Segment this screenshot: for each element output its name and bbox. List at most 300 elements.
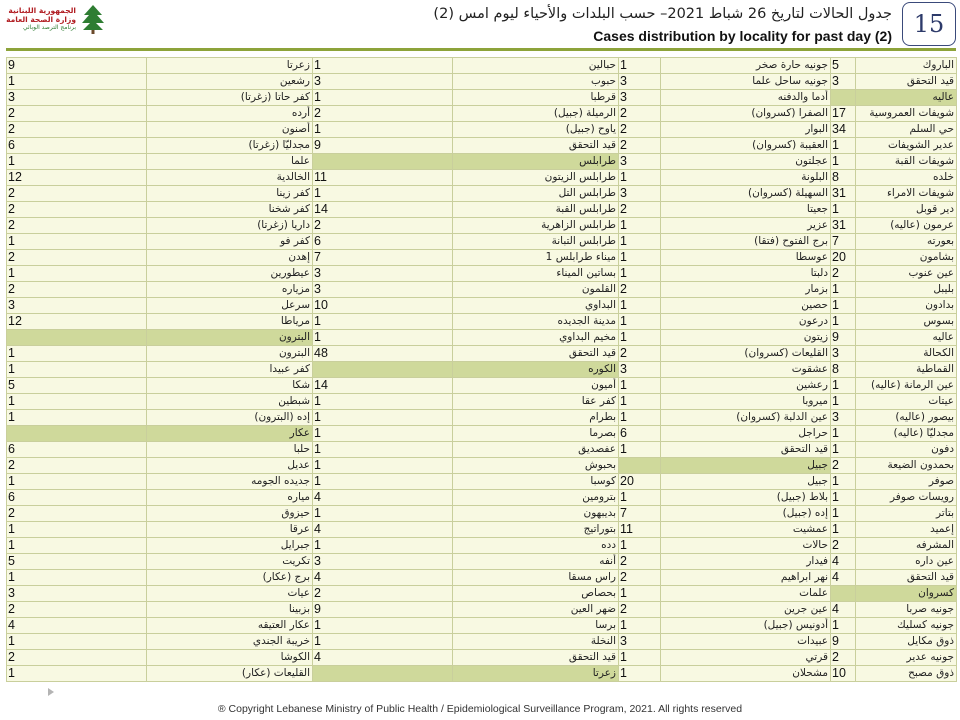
district-header-cell: زعرتا [453, 666, 619, 682]
case-count-cell: 3 [7, 90, 147, 106]
district-header-cell: كسروان [856, 586, 957, 602]
case-count-cell [831, 586, 856, 602]
table-row [7, 186, 957, 202]
table-row [7, 506, 957, 522]
locality-name-cell: شويفات العمروسية [856, 106, 957, 122]
table-row [7, 490, 957, 506]
case-count-cell: 34 [831, 122, 856, 138]
table-row [7, 394, 957, 410]
case-count-cell: 1 [831, 474, 856, 490]
case-count-cell: 12 [7, 314, 147, 330]
case-count-cell: 5 [831, 58, 856, 74]
case-count-cell: 31 [831, 218, 856, 234]
locality-name-cell: بحصاص [453, 586, 619, 602]
case-count-cell: 9 [313, 138, 453, 154]
locality-name-cell: أدما والدفنه [661, 90, 831, 106]
logo-line-1: الجمهورية اللبنانية [8, 6, 76, 15]
case-count-cell: 1 [619, 618, 661, 634]
locality-name-cell: عيتات [856, 394, 957, 410]
locality-name-cell: قرتي [661, 650, 831, 666]
case-count-cell: 6 [313, 234, 453, 250]
table-row [7, 522, 957, 538]
table-row [7, 154, 957, 170]
locality-name-cell: عوسطا [661, 250, 831, 266]
locality-name-cell: بديبهون [453, 506, 619, 522]
table-row [7, 586, 957, 602]
case-count-cell: 7 [619, 506, 661, 522]
locality-name-cell: طرابلس الزيتون [453, 170, 619, 186]
locality-name-cell: دده [453, 538, 619, 554]
table-row [7, 314, 957, 330]
locality-name-cell: رويسات صوفر [856, 490, 957, 506]
case-count-cell: 1 [831, 138, 856, 154]
locality-name-cell: عدير الشويفات [856, 138, 957, 154]
case-count-cell: 1 [7, 346, 147, 362]
case-count-cell: 1 [313, 314, 453, 330]
case-count-cell: 1 [7, 570, 147, 586]
case-count-cell: 7 [831, 234, 856, 250]
table-row [7, 298, 957, 314]
case-count-cell: 1 [313, 122, 453, 138]
locality-name-cell: ذوق مكايل [856, 634, 957, 650]
cases-distribution-table [6, 57, 957, 682]
case-count-cell: 1 [831, 394, 856, 410]
case-count-cell: 1 [7, 394, 147, 410]
case-count-cell: 6 [7, 138, 147, 154]
locality-name-cell: شويفات القبة [856, 154, 957, 170]
case-count-cell: 1 [831, 314, 856, 330]
case-count-cell: 1 [831, 490, 856, 506]
locality-name-cell: المشرفه [856, 538, 957, 554]
case-count-cell: 1 [7, 522, 147, 538]
locality-name-cell: قيد التحقق [856, 74, 957, 90]
locality-name-cell: بساتين الميناء [453, 266, 619, 282]
table-row [7, 618, 957, 634]
case-count-cell: 9 [7, 58, 147, 74]
case-count-cell: 1 [7, 266, 147, 282]
case-count-cell: 2 [313, 218, 453, 234]
case-count-cell: 1 [313, 90, 453, 106]
locality-name-cell: شكا [147, 378, 313, 394]
case-count-cell: 1 [831, 442, 856, 458]
locality-name-cell: كفر عقا [453, 394, 619, 410]
locality-name-cell: عيطورين [147, 266, 313, 282]
locality-name-cell: ياوح (جبيل) [453, 122, 619, 138]
locality-name-cell: بحمدون الضيعة [856, 458, 957, 474]
case-count-cell: 2 [7, 458, 147, 474]
case-count-cell: 1 [619, 538, 661, 554]
case-count-cell: 1 [619, 234, 661, 250]
locality-name-cell: قيد التحقق [453, 346, 619, 362]
case-count-cell: 1 [831, 506, 856, 522]
locality-name-cell: علما [147, 154, 313, 170]
locality-name-cell: عبيدات [661, 634, 831, 650]
case-count-cell: 1 [831, 202, 856, 218]
case-count-cell: 1 [7, 538, 147, 554]
case-count-cell: 1 [7, 74, 147, 90]
locality-name-cell: سرعل [147, 298, 313, 314]
locality-name-cell: إعميد [856, 522, 957, 538]
case-count-cell: 2 [619, 570, 661, 586]
locality-name-cell: بسوس [856, 314, 957, 330]
locality-name-cell: جونيه كسليك [856, 618, 957, 634]
locality-name-cell: أصنون [147, 122, 313, 138]
case-count-cell: 8 [831, 170, 856, 186]
case-count-cell: 3 [7, 298, 147, 314]
locality-name-cell: إده (البترون) [147, 410, 313, 426]
locality-name-cell: داريا (زغرتا) [147, 218, 313, 234]
locality-name-cell: خريبة الجندي [147, 634, 313, 650]
locality-name-cell: جعيتا [661, 202, 831, 218]
case-count-cell: 3 [831, 74, 856, 90]
table-row [7, 346, 957, 362]
locality-name-cell: بعورته [856, 234, 957, 250]
case-count-cell: 3 [619, 90, 661, 106]
case-count-cell: 1 [7, 410, 147, 426]
case-count-cell: 3 [313, 266, 453, 282]
case-count-cell [313, 666, 453, 682]
locality-name-cell: بيصور (عاليه) [856, 410, 957, 426]
case-count-cell: 3 [831, 410, 856, 426]
case-count-cell: 1 [619, 442, 661, 458]
locality-name-cell: أدونيس (جبيل) [661, 618, 831, 634]
district-header-cell: الكوره [453, 362, 619, 378]
locality-name-cell: الخالدية [147, 170, 313, 186]
case-count-cell: 3 [313, 74, 453, 90]
case-count-cell: 48 [313, 346, 453, 362]
table-row [7, 122, 957, 138]
case-count-cell: 1 [831, 618, 856, 634]
header-divider [6, 48, 956, 51]
case-count-cell: 1 [313, 186, 453, 202]
case-count-cell: 1 [313, 634, 453, 650]
locality-name-cell: مزياره [147, 282, 313, 298]
locality-name-cell: عرقا [147, 522, 313, 538]
case-count-cell [7, 426, 147, 442]
locality-name-cell: قيد التحقق [453, 650, 619, 666]
locality-name-cell: عمشيت [661, 522, 831, 538]
case-count-cell: 1 [7, 154, 147, 170]
locality-name-cell: حبالين [453, 58, 619, 74]
table-row [7, 58, 957, 74]
table-row [7, 602, 957, 618]
footer-triangle-marker [48, 688, 54, 696]
locality-name-cell: كوسبا [453, 474, 619, 490]
locality-name-cell: القليعات (كسروان) [661, 346, 831, 362]
locality-name-cell: جديده الجومه [147, 474, 313, 490]
locality-name-cell: راس مسقا [453, 570, 619, 586]
district-header-cell: جبيل [661, 458, 831, 474]
case-count-cell: 2 [7, 650, 147, 666]
case-count-cell: 6 [7, 442, 147, 458]
case-count-cell: 1 [831, 282, 856, 298]
locality-name-cell: عكار العتيقه [147, 618, 313, 634]
case-count-cell: 20 [831, 250, 856, 266]
table-row [7, 202, 957, 218]
case-count-cell: 9 [313, 602, 453, 618]
locality-name-cell: البوار [661, 122, 831, 138]
page-title-english: Cases distribution by locality for past day (2) [593, 28, 892, 44]
case-count-cell: 1 [313, 426, 453, 442]
ministry-logo [4, 4, 108, 34]
case-count-cell: 2 [619, 106, 661, 122]
locality-name-cell: خلده [856, 170, 957, 186]
case-count-cell: 4 [313, 490, 453, 506]
locality-name-cell: دير قوبل [856, 202, 957, 218]
district-header-cell: طرابلس [453, 154, 619, 170]
locality-name-cell: القليعات (عكار) [147, 666, 313, 682]
case-count-cell: 2 [619, 138, 661, 154]
locality-name-cell: ميروبا [661, 394, 831, 410]
case-count-cell: 1 [7, 634, 147, 650]
locality-name-cell: بليبل [856, 282, 957, 298]
locality-name-cell: إده (جبيل) [661, 506, 831, 522]
case-count-cell: 2 [831, 458, 856, 474]
case-count-cell: 9 [831, 634, 856, 650]
locality-name-cell: قيد التحقق [661, 442, 831, 458]
case-count-cell: 2 [7, 250, 147, 266]
locality-name-cell: أميون [453, 378, 619, 394]
locality-name-cell: عرمون (عاليه) [856, 218, 957, 234]
locality-name-cell: حيزوق [147, 506, 313, 522]
locality-name-cell: عين الرمانة (عاليه) [856, 378, 957, 394]
locality-name-cell: عشقوت [661, 362, 831, 378]
table-row [7, 234, 957, 250]
table-row [7, 218, 957, 234]
table-row [7, 330, 957, 346]
locality-name-cell: الكوشا [147, 650, 313, 666]
case-count-cell: 2 [7, 282, 147, 298]
case-count-cell: 4 [313, 650, 453, 666]
table-row [7, 474, 957, 490]
locality-name-cell: ذوق مصبح [856, 666, 957, 682]
locality-name-cell: برج (عكار) [147, 570, 313, 586]
table-row [7, 170, 957, 186]
case-count-cell: 2 [619, 282, 661, 298]
case-count-cell: 1 [831, 378, 856, 394]
case-count-cell [313, 154, 453, 170]
case-count-cell: 14 [313, 202, 453, 218]
case-count-cell: 1 [619, 58, 661, 74]
locality-name-cell: جونيه حارة صخر [661, 58, 831, 74]
case-count-cell: 1 [313, 330, 453, 346]
case-count-cell: 4 [313, 522, 453, 538]
locality-name-cell: مشحلان [661, 666, 831, 682]
locality-name-cell: مجدليّا (عاليه) [856, 426, 957, 442]
locality-name-cell: بشامون [856, 250, 957, 266]
locality-name-cell: رشعين [147, 74, 313, 90]
case-count-cell: 1 [313, 618, 453, 634]
locality-name-cell: عين داره [856, 554, 957, 570]
locality-name-cell: عفصديق [453, 442, 619, 458]
case-count-cell: 17 [831, 106, 856, 122]
district-header-cell: عاليه [856, 90, 957, 106]
locality-name-cell: البترون [147, 346, 313, 362]
locality-name-cell: كفر عبيدا [147, 362, 313, 378]
case-count-cell: 3 [831, 346, 856, 362]
locality-name-cell: بزبينا [147, 602, 313, 618]
table-row [7, 426, 957, 442]
case-count-cell: 1 [831, 522, 856, 538]
locality-name-cell: رعشين [661, 378, 831, 394]
locality-name-cell: كفر شخنا [147, 202, 313, 218]
locality-name-cell: أنفه [453, 554, 619, 570]
locality-name-cell: حلبا [147, 442, 313, 458]
locality-name-cell: طرابلس القبة [453, 202, 619, 218]
case-count-cell: 1 [619, 218, 661, 234]
case-count-cell: 6 [7, 490, 147, 506]
locality-name-cell: الباروك [856, 58, 957, 74]
locality-name-cell: نهر ابراهيم [661, 570, 831, 586]
table-row [7, 650, 957, 666]
locality-name-cell: مجدليّا (زغرتا) [147, 138, 313, 154]
locality-name-cell: طرابلس التبانة [453, 234, 619, 250]
case-count-cell: 2 [7, 506, 147, 522]
locality-name-cell: عاليه [856, 330, 957, 346]
locality-name-cell: شبطين [147, 394, 313, 410]
case-count-cell: 1 [619, 666, 661, 682]
case-count-cell: 1 [831, 426, 856, 442]
locality-name-cell: عجلتون [661, 154, 831, 170]
logo-line-2: وزارة الصحة العامة [6, 15, 76, 24]
case-count-cell: 1 [619, 394, 661, 410]
case-count-cell: 2 [619, 602, 661, 618]
case-count-cell: 2 [831, 266, 856, 282]
district-header-cell: عكار [147, 426, 313, 442]
locality-name-cell: شويفات الامراء [856, 186, 957, 202]
locality-name-cell: دلبتا [661, 266, 831, 282]
locality-name-cell: برسا [453, 618, 619, 634]
locality-name-cell: قيد التحقق [453, 138, 619, 154]
table-row [7, 666, 957, 682]
locality-name-cell: القماطية [856, 362, 957, 378]
case-count-cell: 1 [313, 58, 453, 74]
table-row [7, 138, 957, 154]
case-count-cell: 2 [7, 122, 147, 138]
table-row [7, 554, 957, 570]
locality-name-cell: النخلة [453, 634, 619, 650]
case-count-cell: 3 [619, 362, 661, 378]
table-row [7, 378, 957, 394]
case-count-cell: 4 [831, 570, 856, 586]
case-count-cell: 1 [619, 378, 661, 394]
locality-name-cell: البداوي [453, 298, 619, 314]
case-count-cell: 3 [619, 634, 661, 650]
case-count-cell: 31 [831, 186, 856, 202]
locality-name-cell: عديل [147, 458, 313, 474]
locality-name-cell: طرابلس التل [453, 186, 619, 202]
case-count-cell: 2 [7, 602, 147, 618]
locality-name-cell: حي السلم [856, 122, 957, 138]
locality-name-cell: قرطبا [453, 90, 619, 106]
case-count-cell: 4 [831, 602, 856, 618]
case-count-cell: 1 [619, 410, 661, 426]
locality-name-cell: حصين [661, 298, 831, 314]
case-count-cell: 1 [619, 490, 661, 506]
table-row [7, 570, 957, 586]
case-count-cell: 9 [831, 330, 856, 346]
case-count-cell: 20 [619, 474, 661, 490]
locality-name-cell: أرده [147, 106, 313, 122]
locality-name-cell: طرابلس الزاهرية [453, 218, 619, 234]
case-count-cell: 2 [7, 106, 147, 122]
case-count-cell [619, 458, 661, 474]
locality-name-cell: مرياطا [147, 314, 313, 330]
locality-name-cell: بزمار [661, 282, 831, 298]
case-count-cell: 11 [619, 522, 661, 538]
case-count-cell: 11 [313, 170, 453, 186]
case-count-cell: 2 [7, 186, 147, 202]
district-header-cell: البترون [147, 330, 313, 346]
locality-name-cell: مياره [147, 490, 313, 506]
locality-name-cell: جبرايل [147, 538, 313, 554]
table-row [7, 634, 957, 650]
locality-name-cell: مدينة الجديده [453, 314, 619, 330]
locality-name-cell: بلاط (جبيل) [661, 490, 831, 506]
locality-name-cell: ميناء طرابلس 1 [453, 250, 619, 266]
locality-name-cell: القلمون [453, 282, 619, 298]
case-count-cell [831, 90, 856, 106]
locality-name-cell: بصرما [453, 426, 619, 442]
case-count-cell: 1 [313, 442, 453, 458]
case-count-cell: 1 [831, 298, 856, 314]
locality-name-cell: الرميلة (جبيل) [453, 106, 619, 122]
locality-name-cell: الصفرا (كسروان) [661, 106, 831, 122]
case-count-cell: 3 [313, 282, 453, 298]
table-row [7, 106, 957, 122]
case-count-cell: 4 [831, 554, 856, 570]
logo-line-3: برنامج الترصد الوبائي [22, 24, 76, 31]
case-count-cell: 1 [313, 506, 453, 522]
case-count-cell [313, 362, 453, 378]
case-count-cell: 1 [619, 298, 661, 314]
case-count-cell: 14 [313, 378, 453, 394]
case-count-cell: 1 [313, 458, 453, 474]
table-row [7, 250, 957, 266]
locality-name-cell: ضهر العين [453, 602, 619, 618]
locality-name-cell: بدادون [856, 298, 957, 314]
case-count-cell: 10 [313, 298, 453, 314]
case-count-cell: 3 [313, 554, 453, 570]
case-count-cell: 1 [7, 666, 147, 682]
locality-name-cell: حراجل [661, 426, 831, 442]
page-number-badge: 15 [902, 2, 956, 46]
case-count-cell: 2 [619, 554, 661, 570]
table-row [7, 266, 957, 282]
locality-name-cell: السهيلة (كسروان) [661, 186, 831, 202]
locality-name-cell: عين جرين [661, 602, 831, 618]
locality-name-cell: مخيم البداوي [453, 330, 619, 346]
case-count-cell: 1 [7, 362, 147, 378]
locality-name-cell: الكحالة [856, 346, 957, 362]
locality-name-cell: زعرتا [147, 58, 313, 74]
locality-name-cell: إهدن [147, 250, 313, 266]
locality-name-cell: جونيه صربا [856, 602, 957, 618]
locality-name-cell: برج الفتوح (فتقا) [661, 234, 831, 250]
case-count-cell: 1 [313, 410, 453, 426]
case-count-cell: 3 [619, 74, 661, 90]
locality-name-cell: جونيه عدير [856, 650, 957, 666]
case-count-cell: 8 [831, 362, 856, 378]
table-row [7, 458, 957, 474]
case-count-cell: 1 [619, 586, 661, 602]
case-count-cell: 2 [619, 202, 661, 218]
case-count-cell [7, 330, 147, 346]
case-count-cell: 2 [7, 202, 147, 218]
locality-name-cell: حبوب [453, 74, 619, 90]
locality-name-cell: البلونة [661, 170, 831, 186]
locality-name-cell: عين عنوب [856, 266, 957, 282]
